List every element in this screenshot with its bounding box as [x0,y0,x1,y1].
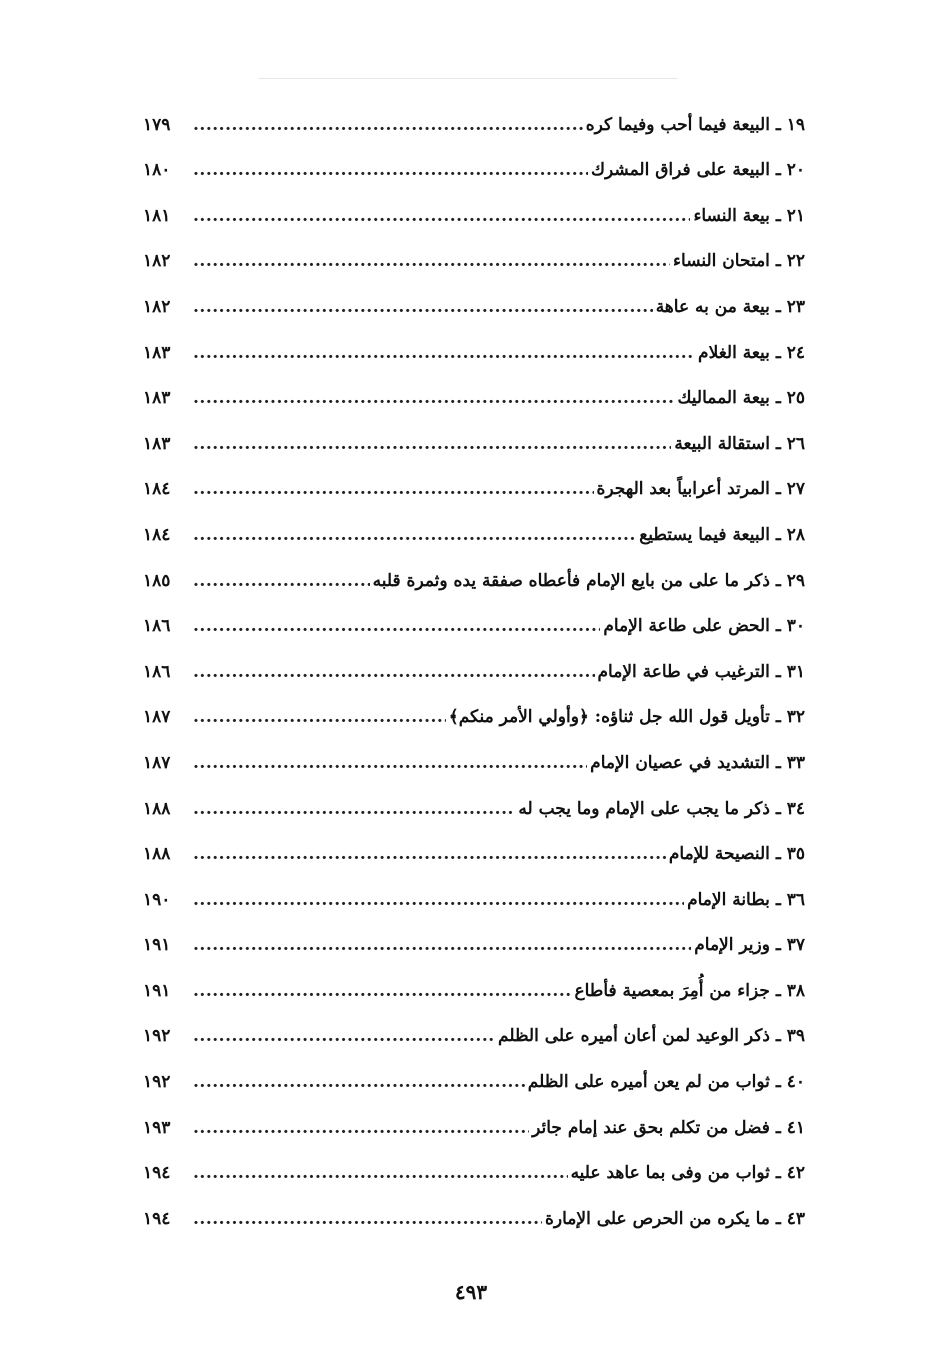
toc-entry-title: ٤١ ـ فضل من تكلم بحق عند إمام جائر [532,1117,805,1138]
toc-entry-title: ٣١ ـ الترغيب في طاعة الإمام [597,661,805,682]
dot-leader [191,983,571,1000]
toc-entry-page: ١٨٨ [143,844,171,865]
toc-entry-title: ٣٦ ـ بطانة الإمام [687,889,805,910]
toc-entry-title: ٣٣ ـ التشديد في عصيان الإمام [590,752,805,773]
top-margin-rule [258,78,678,79]
toc-entry [143,1091,805,1137]
toc-entry-title: ٤٢ ـ ثواب من وفى بما عاهد عليه [570,1163,805,1184]
dot-leader [191,253,670,270]
dot-leader [191,709,446,726]
dot-leader [191,755,587,772]
toc-entry [143,1182,805,1228]
toc-entry-page: ١٨٣ [143,433,171,454]
toc-entry-page: ١٩٤ [143,1208,171,1229]
toc-entry [143,863,805,909]
dot-leader [191,208,690,225]
toc-entry [143,635,805,681]
toc-entry-title: ٣٠ ـ الحض على طاعة الإمام [603,616,805,637]
dot-leader [191,436,671,453]
toc-entry [143,590,805,636]
toc-entry-page: ١٨٢ [143,251,171,272]
toc-entry-title: ٤٠ ـ ثواب من لم يعن أميره على الظلم [527,1072,805,1093]
toc-entry [143,179,805,225]
toc-entry-title: ٢٧ ـ المرتد أعرابياً بعد الهجرة [596,479,805,500]
toc-entry [143,909,805,955]
dot-leader [191,573,370,590]
dot-leader [191,527,636,544]
dot-leader [191,162,588,179]
toc-entry-title: ٣٤ ـ ذكر ما يجب على الإمام وما يجب له [518,798,805,819]
toc-entry-title: ٢١ ـ بيعة النساء [693,205,805,226]
toc-entry-title: ١٩ ـ البيعة فيما أحب وفيما كره [585,114,805,135]
toc-entry [143,134,805,180]
dot-leader [191,1120,529,1137]
toc-entry-title: ٣٢ ـ تأويل قول الله جل ثناؤه: ﴿وأولي الأمر منكم﴾ [448,707,805,728]
toc-entry-title: ٣٩ ـ ذكر الوعيد لمن أعان أميره على الظلم [498,1026,805,1047]
toc-entry-title: ٣٥ ـ النصيحة للإمام [668,844,805,865]
toc-entry-title: ٢٥ ـ بيعة المماليك [677,388,805,409]
toc-entry [143,498,805,544]
toc-entry-page: ١٩٢ [143,1072,171,1093]
dot-leader [191,299,653,316]
dot-leader [191,345,695,362]
dot-leader [191,664,595,681]
toc-entry-title: ٢٤ ـ بيعة الغلام [698,342,805,363]
toc-entry [143,407,805,453]
toc-entry [143,818,805,864]
toc-entry [143,681,805,727]
dot-leader [191,1028,495,1045]
toc-entry-page: ١٧٩ [143,114,171,135]
toc-entry [143,88,805,134]
toc-entry [143,726,805,772]
toc-entry-page: ١٨٣ [143,388,171,409]
toc-entry-title: ٤٣ ـ ما يكره من الحرص على الإمارة [545,1208,805,1229]
toc-entry [143,544,805,590]
toc-entry [143,772,805,818]
toc-entry-page: ١٨٦ [143,661,171,682]
toc-entry-page: ١٨٧ [143,707,171,728]
toc-entry-title: ٢٣ ـ بيعة من به عاهة [655,296,805,317]
table-of-contents [143,88,805,1228]
toc-entry-page: ١٨٤ [143,524,171,545]
dot-leader [191,801,515,818]
toc-entry-title: ٢٢ ـ امتحان النساء [673,251,805,272]
toc-entry-title: ٢٠ ـ البيعة على فراق المشرك [591,160,805,181]
toc-entry [143,362,805,408]
toc-entry [143,1045,805,1091]
toc-entry-page: ١٩٤ [143,1163,171,1184]
toc-entry-page: ١٨٨ [143,798,171,819]
toc-entry-page: ١٩٢ [143,1026,171,1047]
dot-leader [191,117,583,134]
toc-entry-title: ٣٧ ـ وزير الإمام [694,935,805,956]
toc-entry [143,270,805,316]
toc-entry [143,453,805,499]
dot-leader [191,390,674,407]
toc-entry-page: ١٨٢ [143,296,171,317]
toc-entry-page: ١٩٠ [143,889,171,910]
dot-leader [191,892,684,909]
toc-entry-title: ٢٦ ـ استقالة البيعة [674,433,805,454]
toc-entry [143,316,805,362]
toc-entry-title: ٢٨ ـ البيعة فيما يستطيع [639,524,805,545]
toc-entry-title: ٢٩ ـ ذكر ما على من بايع الإمام فأعطاه صفقة يده وثمرة قلبه [372,570,805,591]
dot-leader [191,846,666,863]
dot-leader [191,481,594,498]
toc-entry-page: ١٨٧ [143,752,171,773]
toc-entry [143,225,805,271]
toc-entry-page: ١٩١ [143,935,171,956]
toc-entry [143,954,805,1000]
toc-entry-page: ١٩٣ [143,1117,171,1138]
toc-entry-page: ١٨١ [143,205,171,226]
toc-entry-page: ١٨٦ [143,616,171,637]
toc-entry [143,1137,805,1183]
toc-entry-page: ١٨٣ [143,342,171,363]
toc-entry-page: ١٨٤ [143,479,171,500]
toc-entry-page: ١٩١ [143,980,171,1001]
dot-leader [191,1165,568,1182]
toc-entry [143,1000,805,1046]
toc-entry-page: ١٨٥ [143,570,171,591]
dot-leader [191,1211,542,1228]
dot-leader [191,937,691,954]
toc-entry-title: ٣٨ ـ جزاء من أُمِرَ بمعصية فأطاع [574,980,805,1001]
toc-entry-page: ١٨٠ [143,160,171,181]
page-number: ٤٩٣ [454,1280,488,1304]
dot-leader [191,1074,525,1091]
dot-leader [191,618,600,635]
